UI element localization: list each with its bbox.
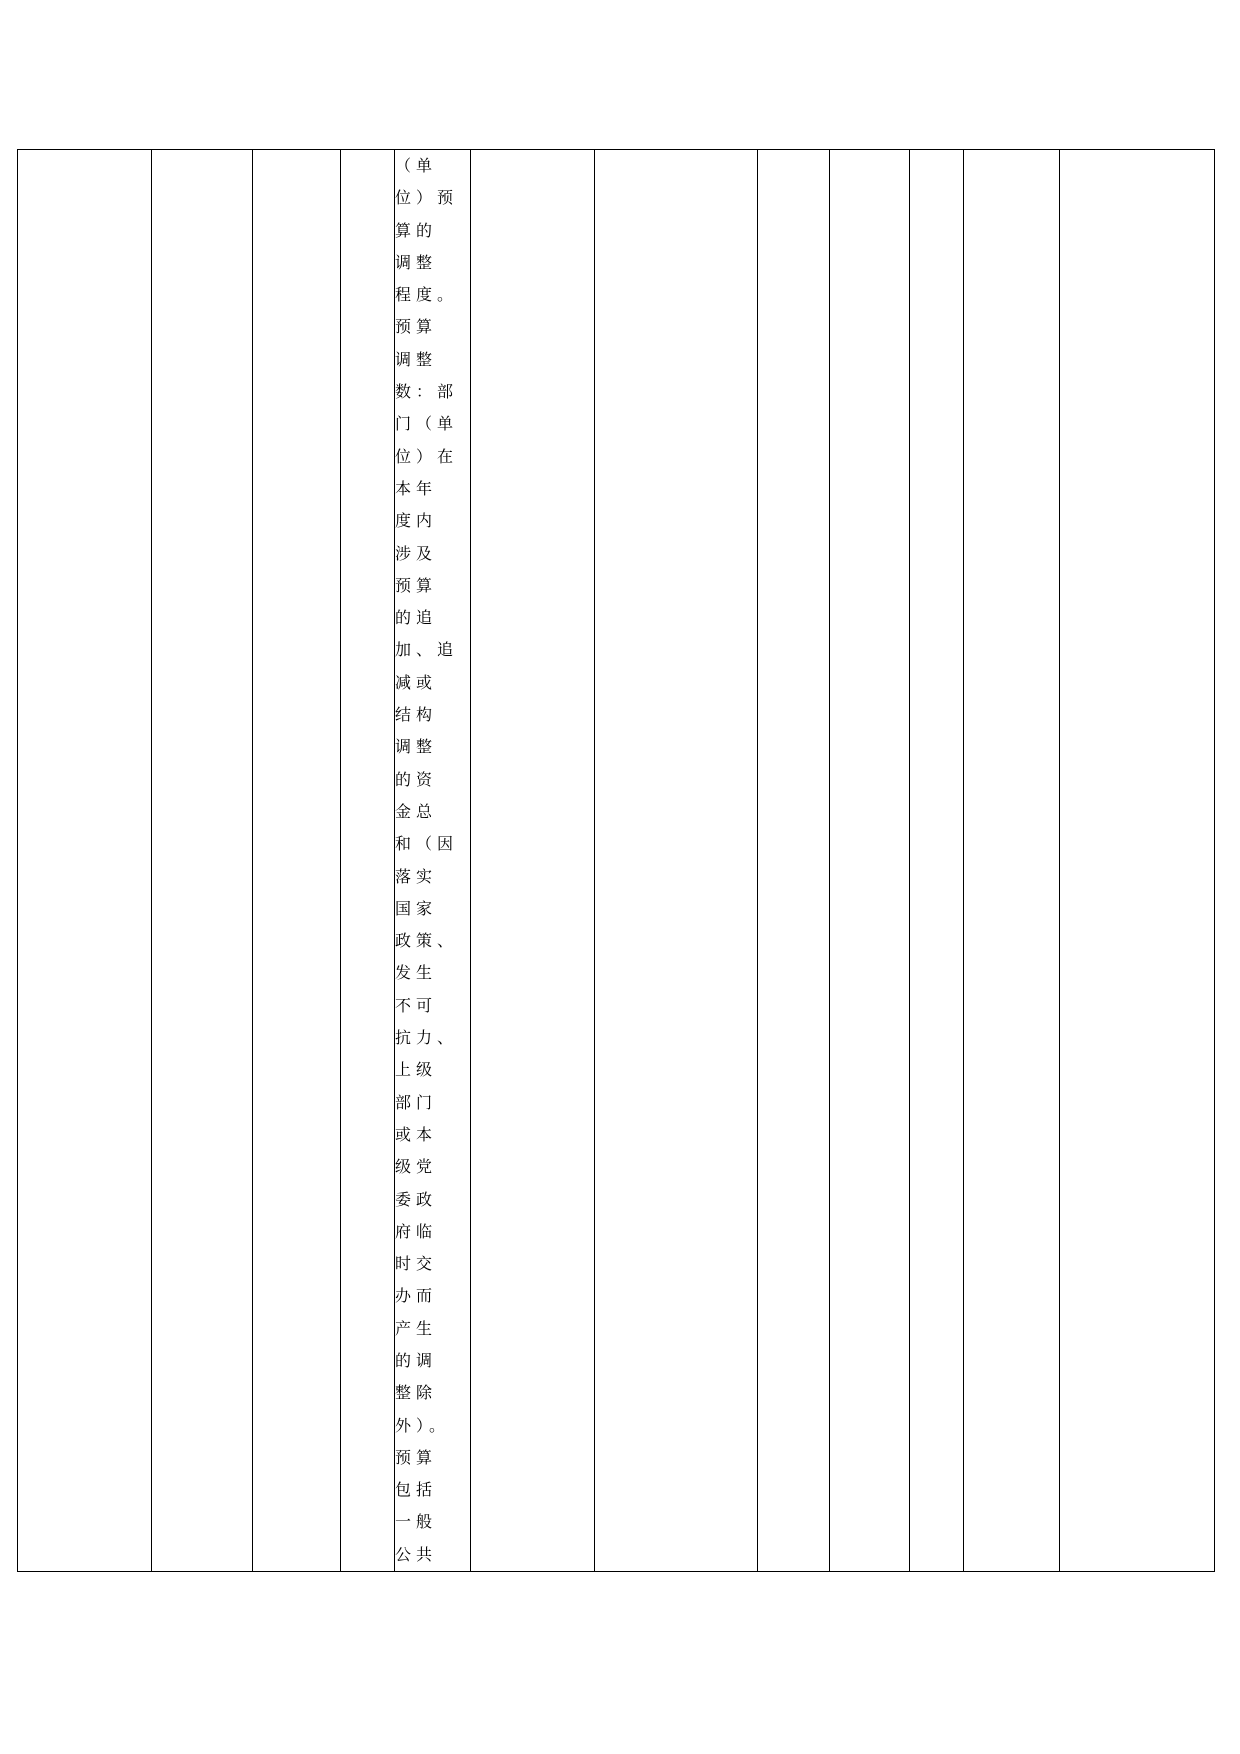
text-line: 的调 bbox=[395, 1350, 438, 1370]
text-line: 程度。 bbox=[395, 285, 459, 305]
text-line: 涉及 bbox=[395, 543, 438, 563]
text-line: 算的 bbox=[395, 220, 438, 240]
text-line: 委政 bbox=[395, 1189, 438, 1209]
text-line: 位）预 bbox=[395, 188, 459, 208]
text-line: 数：部 bbox=[395, 382, 459, 402]
text-line: 预算 bbox=[395, 317, 438, 337]
table-cell-col-7 bbox=[595, 150, 758, 1572]
text-line: 抗力、 bbox=[395, 1028, 459, 1048]
table-cell-col-10 bbox=[910, 150, 964, 1572]
table-cell-col-1 bbox=[18, 150, 152, 1572]
table-cell-col-3 bbox=[253, 150, 341, 1572]
text-line: 产生 bbox=[395, 1318, 438, 1338]
evaluation-table bbox=[17, 149, 1215, 1572]
text-line: 不可 bbox=[395, 995, 438, 1015]
table-cell-col-9 bbox=[830, 150, 910, 1572]
text-line: 一般 bbox=[395, 1512, 438, 1532]
table-cell-col-11 bbox=[964, 150, 1060, 1572]
indicator-description-cell bbox=[395, 150, 471, 1572]
text-line: 门（单 bbox=[395, 414, 459, 434]
table-row bbox=[18, 150, 1215, 1572]
text-line: 落实 bbox=[395, 866, 438, 886]
text-line: 时交 bbox=[395, 1254, 438, 1274]
text-line: 或本 bbox=[395, 1124, 438, 1144]
text-line: 减或 bbox=[395, 672, 438, 692]
table-cell-col-4 bbox=[341, 150, 395, 1572]
text-line: 预算 bbox=[395, 1447, 438, 1467]
table-cell-col-12 bbox=[1060, 150, 1215, 1572]
text-line: 上级 bbox=[395, 1060, 438, 1080]
text-line: （单 bbox=[395, 156, 438, 175]
text-line: 发生 bbox=[395, 963, 438, 983]
text-line: 预算 bbox=[395, 575, 438, 595]
text-line: 政策、 bbox=[395, 931, 459, 951]
text-line: 府临 bbox=[395, 1221, 438, 1241]
text-line: 调整 bbox=[395, 349, 438, 369]
text-line: 级党 bbox=[395, 1157, 438, 1177]
text-line: 国家 bbox=[395, 898, 438, 918]
text-line: 金总 bbox=[395, 801, 438, 821]
text-line: 部门 bbox=[395, 1092, 438, 1112]
text-line: 加、追 bbox=[395, 640, 459, 660]
text-line: 包括 bbox=[395, 1480, 438, 1500]
text-line: 度内 bbox=[395, 511, 438, 531]
table-cell-col-6 bbox=[471, 150, 595, 1572]
text-line: 和（因 bbox=[395, 834, 459, 854]
text-line: 公共 bbox=[395, 1544, 438, 1564]
text-line: 结构 bbox=[395, 705, 438, 725]
table-cell-col-2 bbox=[152, 150, 253, 1572]
text-line: 的追 bbox=[395, 608, 438, 628]
text-line: 调整 bbox=[395, 252, 438, 272]
table-cell-col-8 bbox=[758, 150, 830, 1572]
indicator-description-text bbox=[395, 150, 470, 1571]
text-line: 办而 bbox=[395, 1286, 438, 1306]
text-line: 调整 bbox=[395, 737, 438, 757]
text-line: 位）在 bbox=[395, 446, 459, 466]
text-line: 外）。 bbox=[395, 1415, 451, 1435]
text-line: 整除 bbox=[395, 1383, 438, 1403]
text-line: 本年 bbox=[395, 478, 438, 498]
text-line: 的资 bbox=[395, 769, 438, 789]
